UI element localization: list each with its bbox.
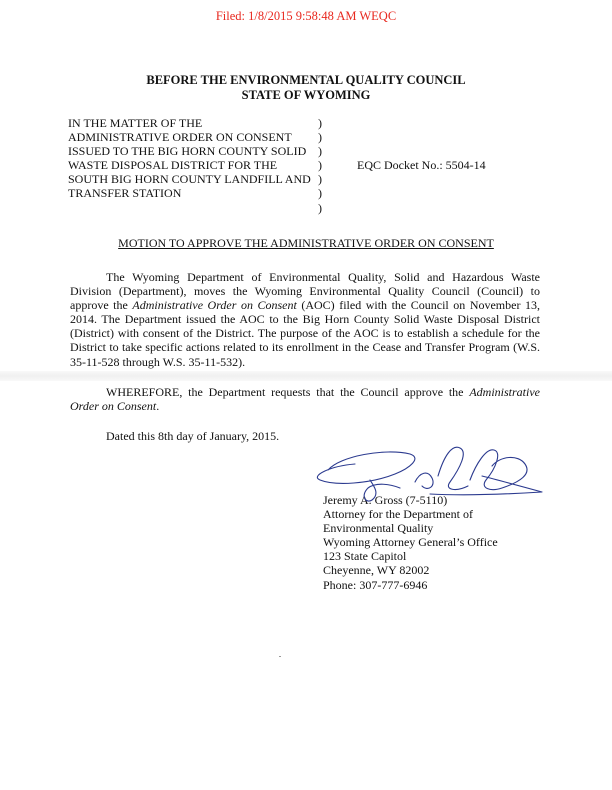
case-caption	[68, 116, 311, 201]
paragraph-motion	[70, 270, 540, 369]
caption-paren: )	[318, 158, 322, 173]
caption-paren: )	[318, 130, 322, 145]
paragraph-text: The Wyoming Department of Environmental Quality, Solid and Hazardous Waste Division (Department), moves the Wyoming Environmental Quality Council (Council) to approve the	[70, 270, 540, 313]
paragraph-wherefore	[70, 385, 540, 413]
signature-stroke	[415, 473, 433, 488]
motion-body	[70, 270, 540, 443]
signer-phone: Phone: 307-777-6946	[323, 577, 428, 592]
caption-parentheses	[318, 116, 322, 215]
paragraph-text: (AOC) filed with the Council on November 13, 2014. The Department issued the AOC to the Big Horn County Solid Waste Disposal District (District) with consent of the District. The purpose of the AOC is to establish a schedule for the District to take specific actions related to its enrollment in the Cease and Transfer Program (W.S. 35-11-528 through W.S. 35-11-532).	[70, 298, 540, 369]
signature-stroke	[438, 447, 468, 489]
filed-stamp: Filed: 1/8/2015 9:58:48 AM WEQC	[215, 9, 397, 23]
signature-stroke	[364, 480, 400, 501]
heading-council: BEFORE THE ENVIRONMENTAL QUALITY COUNCIL	[146, 73, 466, 87]
scan-speck	[279, 656, 281, 657]
signer-line: Wyoming Attorney General’s Office	[323, 535, 498, 550]
caption-line: TRANSFER STATION	[68, 186, 182, 201]
signer-name: Jeremy A. Gross (7-5110)	[323, 493, 448, 507]
paragraph-dated: Dated this 8th day of January, 2015.	[106, 428, 280, 443]
motion-title: MOTION TO APPROVE THE ADMINISTRATIVE ORDER ON CONSENT	[118, 236, 494, 250]
signer-line: Cheyenne, WY 82002	[323, 563, 430, 578]
caption-line: ADMINISTRATIVE ORDER ON CONSENT	[68, 130, 292, 145]
heading-state: STATE OF WYOMING	[241, 88, 371, 102]
aoc-title-italic: Administrative Order on Consent	[70, 384, 540, 413]
signature-block	[323, 493, 498, 592]
caption-paren: )	[318, 186, 322, 201]
caption-line: SOUTH BIG HORN COUNTY LANDFILL AND	[68, 172, 311, 187]
caption-paren: )	[318, 200, 322, 215]
docket-number: EQC Docket No.: 5504-14	[357, 158, 486, 172]
caption-line: ISSUED TO THE BIG HORN COUNTY SOLID	[68, 144, 307, 159]
handwritten-signature	[310, 436, 550, 506]
caption-line: IN THE MATTER OF THE	[68, 116, 203, 130]
paragraph-text: WHEREFORE, the Department requests that the Council approve the	[106, 384, 470, 399]
caption-paren: )	[318, 172, 322, 187]
signer-line: Attorney for the Department of	[323, 507, 473, 522]
aoc-title-italic: Administrative Order on Consent	[132, 298, 297, 313]
paragraph-text: .	[156, 398, 160, 413]
signature-stroke	[317, 452, 415, 483]
signer-line: 123 State Capitol	[323, 549, 407, 564]
signature-stroke	[470, 450, 527, 490]
signature-stroke	[430, 476, 542, 495]
document-heading	[0, 73, 612, 103]
signer-line: Environmental Quality	[323, 521, 434, 536]
caption-paren: )	[318, 116, 322, 130]
caption-paren: )	[318, 144, 322, 159]
caption-line: WASTE DISPOSAL DISTRICT FOR THE	[68, 158, 278, 173]
